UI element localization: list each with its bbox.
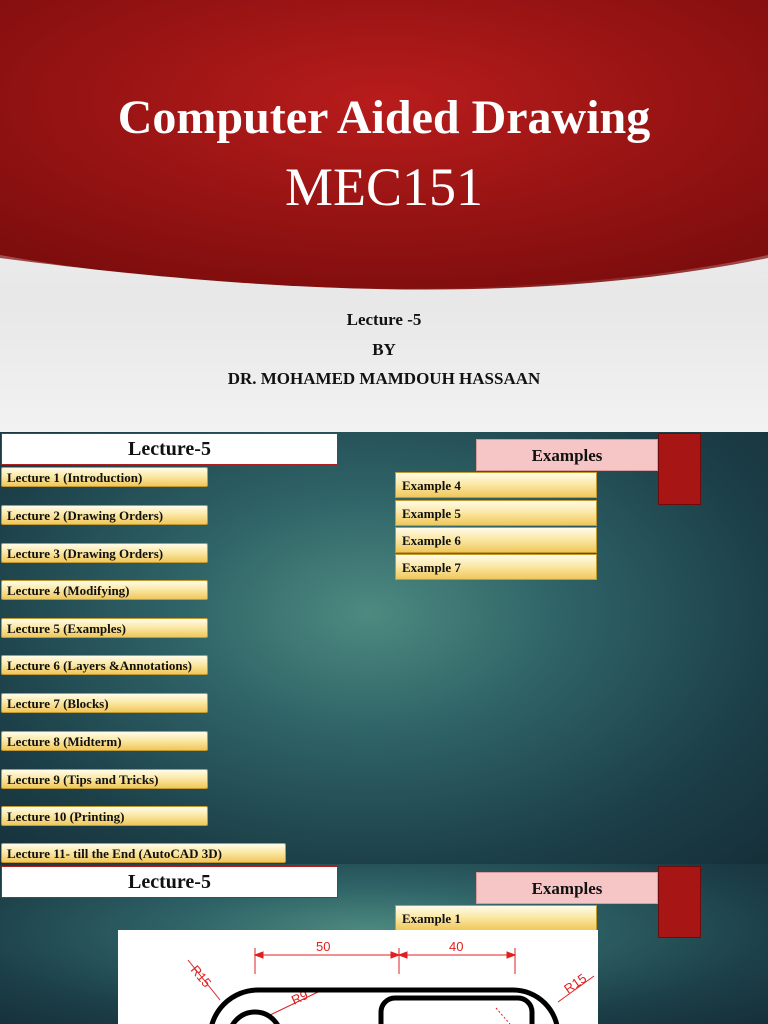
lecture-5-button[interactable]: Lecture 5 (Examples) [1, 618, 208, 638]
lecture-4-button[interactable]: Lecture 4 (Modifying) [1, 580, 208, 600]
lecture-header: Lecture-5 [1, 433, 338, 465]
lecture-6-button[interactable]: Lecture 6 (Layers &Annotations) [1, 655, 208, 675]
dimension-label-40: 40 [449, 939, 464, 954]
lecture-9-button[interactable]: Lecture 9 (Tips and Tricks) [1, 769, 208, 789]
lecture-label: Lecture -5 [346, 310, 422, 329]
centerline [496, 1008, 510, 1024]
example-slide [0, 864, 768, 1024]
lecture-7-button[interactable]: Lecture 7 (Blocks) [1, 693, 208, 713]
by-label: BY [372, 340, 396, 359]
example-4-button[interactable]: Example 4 [395, 472, 597, 498]
example-7-button[interactable]: Example 7 [395, 554, 597, 580]
lecture-11-button[interactable]: Lecture 11- till the End (AutoCAD 3D) [1, 843, 286, 863]
lecture-10-button[interactable]: Lecture 10 (Printing) [1, 806, 208, 826]
lecture-menu-slide [0, 432, 768, 864]
cad-drawing [118, 930, 598, 1024]
example-1-button[interactable]: Example 1 [395, 905, 597, 931]
radius-label-r15-right: R15 [561, 970, 590, 997]
slot-outline [381, 998, 532, 1024]
example-6-button[interactable]: Example 6 [395, 527, 597, 553]
examples-header-2: Examples [476, 872, 658, 904]
lecture-header-2: Lecture-5 [1, 866, 338, 898]
title-slide [0, 0, 768, 432]
arrow-icon [255, 952, 263, 958]
arrow-icon [399, 952, 407, 958]
radius-label-r15-left: R15 [187, 962, 215, 991]
lecture-1-button[interactable]: Lecture 1 (Introduction) [1, 467, 208, 487]
red-accent-block-2 [658, 866, 701, 938]
dimension-label-50: 50 [316, 939, 331, 954]
example-5-button[interactable]: Example 5 [395, 500, 597, 526]
lecture-8-button[interactable]: Lecture 8 (Midterm) [1, 731, 208, 751]
red-accent-block [658, 433, 701, 505]
arrow-icon [507, 952, 515, 958]
author-name: DR. MOHAMED MAMDOUH HASSAAN [227, 369, 541, 388]
examples-header: Examples [476, 439, 658, 471]
presentation-title: Computer Aided Drawing [117, 91, 651, 144]
course-code: MEC151 [284, 157, 484, 217]
lecture-2-button[interactable]: Lecture 2 (Drawing Orders) [1, 505, 208, 525]
red-banner [0, 0, 768, 300]
cad-drawing-svg [118, 930, 598, 1024]
lecture-3-button[interactable]: Lecture 3 (Drawing Orders) [1, 543, 208, 563]
radius-label-r9: R9 [288, 987, 311, 1008]
